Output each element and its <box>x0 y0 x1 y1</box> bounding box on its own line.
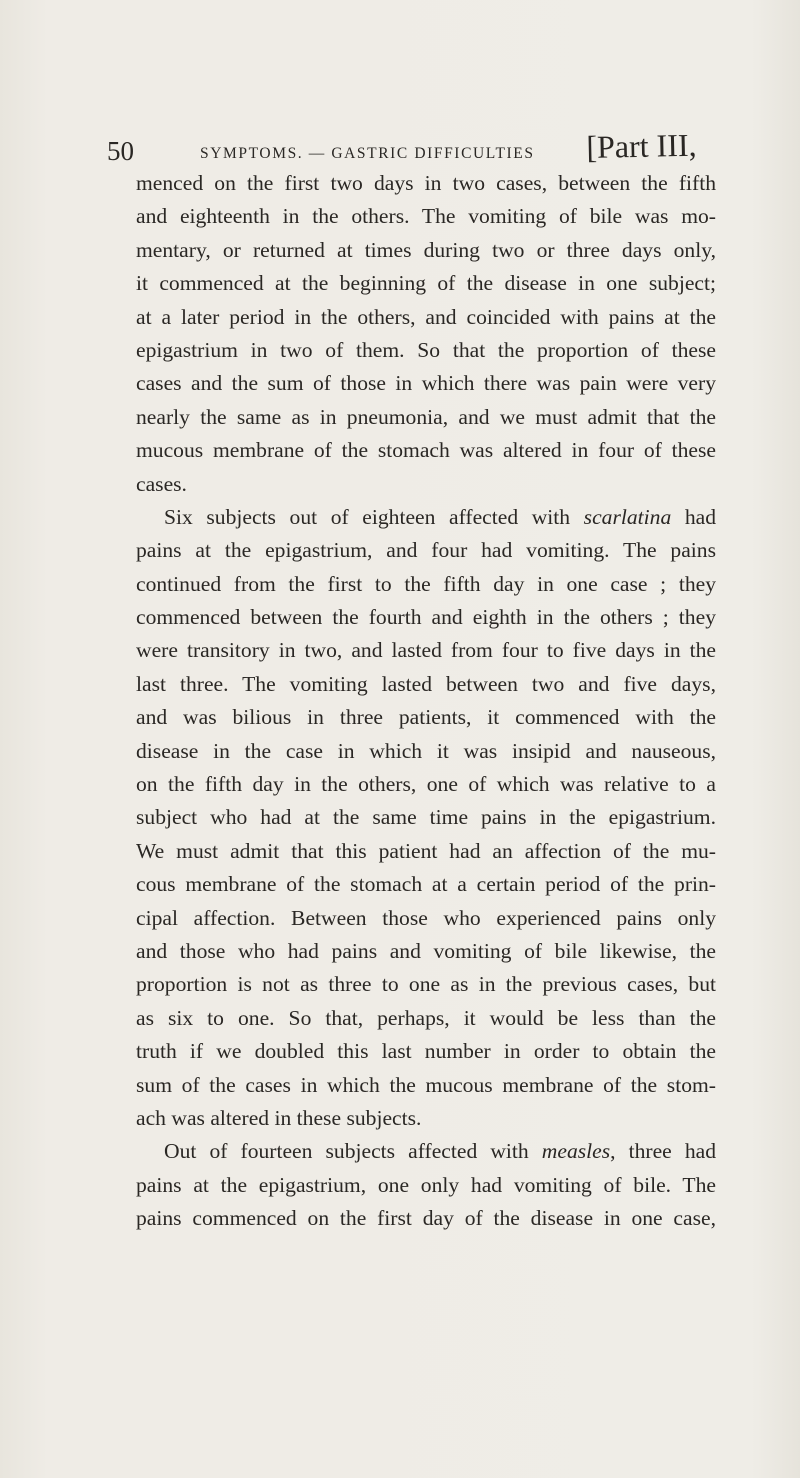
text-line: commenced between the fourth and eighth in the others ; they <box>136 605 716 630</box>
text-line: sum of the cases in which the mucous membrane of the stom- <box>136 1072 716 1097</box>
text-line: at a later period in the others, and coincided with pains at the <box>136 304 716 329</box>
text-line: pains at the epigastrium, and four had vomiting. The pains <box>136 538 716 563</box>
text-line: and eighteenth in the others. The vomiting of bile was mo- <box>136 204 716 229</box>
text-line: as six to one. So that, perhaps, it would be less than the <box>136 1005 716 1030</box>
text-line: it commenced at the beginning of the disease in one subject; <box>136 271 716 296</box>
text-run: had <box>671 504 717 529</box>
disease-name: measles <box>541 1139 611 1164</box>
text-line: cases and the sum of those in which there was pain were very <box>136 371 716 396</box>
text-line: on the fifth day in the others, one of which was relative to a <box>136 772 716 797</box>
text-line: and was bilious in three patients, it commenced with the <box>136 705 716 730</box>
text-line: pains at the epigastrium, one only had vomiting of bile. The <box>136 1172 716 1197</box>
part-label: [Part III, <box>586 126 697 165</box>
text-line: were transitory in two, and lasted from four to five days in the <box>136 638 716 663</box>
text-line: pains commenced on the first day of the disease in one case, <box>136 1206 716 1231</box>
text-line: and those who had pains and vomiting of bile likewise, the <box>136 938 716 963</box>
text-line: ach was altered in these subjects. <box>136 1105 422 1130</box>
section-title: SYMPTOMS. — GASTRIC DIFFICULTIES <box>200 145 535 162</box>
text-line: epigastrium in two of them. So that the proportion of these <box>136 337 716 362</box>
text-line: We must admit that this patient had an affection of the mu- <box>136 838 716 863</box>
text-line: mentary, or returned at times during two or three days only, <box>136 237 716 262</box>
paragraph-scarlatina <box>136 501 716 1135</box>
text-line: subject who had at the same time pains in the epigastrium. <box>136 805 716 830</box>
paragraph-gastric-pneumonia-continued <box>136 167 716 501</box>
text-run: , three had <box>610 1139 716 1164</box>
text-line: proportion is not as three to one as in the previous cases, but <box>136 972 716 997</box>
text-run: Out of fourteen subjects affected with <box>164 1139 542 1164</box>
running-head <box>107 126 717 172</box>
text-line: menced on the first two days in two cases, between the fifth <box>136 171 716 195</box>
text-run: Six subjects out of eighteen affected with <box>164 504 584 529</box>
text-line: cous membrane of the stomach at a certain period of the prin- <box>136 872 716 897</box>
text-line: cases. <box>136 471 187 496</box>
text-line: mucous membrane of the stomach was altered in four of these <box>136 438 716 463</box>
text-line: last three. The vomiting lasted between two and five days, <box>136 671 716 696</box>
paragraph-measles <box>136 1135 716 1235</box>
text-line: disease in the case in which it was insipid and nauseous, <box>136 738 716 763</box>
text-line: continued from the first to the fifth day in one case ; they <box>136 571 716 596</box>
text-line: truth if we doubled this last number in order to obtain the <box>136 1039 716 1064</box>
body-text <box>136 167 716 1236</box>
text-line <box>136 1135 716 1168</box>
text-line <box>136 501 716 534</box>
page-number: 50 <box>107 136 134 166</box>
text-line: cipal affection. Between those who experienced pains only <box>136 905 716 930</box>
disease-name: scarlatina <box>583 504 672 529</box>
text-line: nearly the same as in pneumonia, and we must admit that the <box>136 404 716 429</box>
